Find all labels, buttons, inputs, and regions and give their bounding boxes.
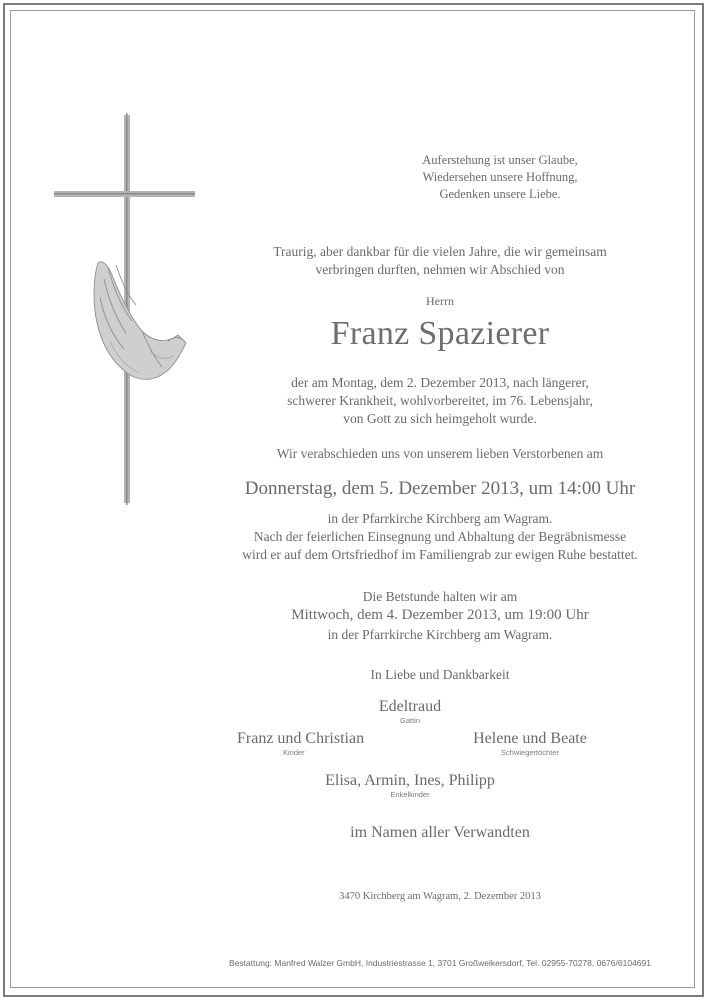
funeral-details-line: Nach der feierlichen Einsegnung und Abhaltung der Begräbnismesse	[253, 529, 627, 544]
relatives: im Namen aller Verwandten	[350, 824, 530, 841]
spouse-name: Edeltraud	[378, 698, 442, 715]
quote-line: Wiedersehen unsere Hoffnung,	[422, 170, 578, 184]
intro-line: verbringen durften, nehmen wir Abschied von	[315, 262, 565, 277]
daughters-in-law-names: Helene und Beate	[473, 730, 587, 747]
prayer-service	[60, 587, 707, 644]
prayer-date: Mittwoch, dem 4. Dezember 2013, um 19:00 Uhr	[291, 607, 589, 623]
daughters-in-law-block	[440, 730, 620, 757]
spouse-role: Gattin	[399, 716, 420, 725]
prayer-line: Die Betstunde halten wir am	[362, 589, 518, 604]
death-info-line: schwerer Krankheit, wohlvorbereitet, im 76. Lebensjahr,	[287, 393, 593, 408]
funeral-details	[60, 510, 707, 564]
death-info	[60, 374, 707, 428]
farewell-intro: Wir verabschieden uns von unserem lieben Verstorbenen am	[276, 446, 604, 461]
funeral-date: Donnerstag, dem 5. Dezember 2013, um 14:00 Uhr	[244, 478, 636, 499]
spouse-block	[340, 698, 480, 725]
closing: In Liebe und Dankbarkeit	[370, 667, 510, 682]
death-info-line: der am Montag, dem 2. Dezember 2013, nach längerer,	[291, 375, 589, 390]
place-date: 3470 Kirchberg am Wagram, 2. Dezember 2013	[339, 891, 541, 902]
grandchildren-block	[300, 772, 520, 799]
prayer-line: in der Pfarrkirche Kirchberg am Wagram.	[327, 627, 553, 642]
death-info-line: von Gott zu sich heimgeholt wurde.	[343, 411, 537, 426]
intro-line: Traurig, aber dankbar für die vielen Jahre, die wir gemeinsam	[273, 244, 607, 259]
salutation: Herrn	[426, 294, 454, 308]
children-role: Kinder	[283, 748, 305, 757]
quote	[360, 152, 640, 203]
intro-text	[60, 243, 707, 279]
grandchildren-names: Elisa, Armin, Ines, Philipp	[325, 772, 495, 789]
deceased-name: Franz Spazierer	[330, 315, 550, 352]
quote-line: Auferstehung ist unser Glaube,	[422, 153, 578, 167]
grandchildren-role: Enkelkinder	[390, 790, 430, 799]
children-names: Franz und Christian	[237, 730, 365, 747]
funeral-details-line: in der Pfarrkirche Kirchberg am Wagram.	[327, 511, 553, 526]
daughters-in-law-role: Schwiegertöchter	[501, 748, 559, 757]
quote-line: Gedenken unsere Liebe.	[439, 187, 561, 201]
children-block	[226, 730, 386, 757]
undertaker-info: Bestattung: Manfred Walzer GmbH, Industriestrasse 1, 3701 Großweikersdorf, Tel. 02955-70278, 0676/6104691	[229, 958, 651, 968]
funeral-details-line: wird er auf dem Ortsfriedhof im Familiengrab zur ewigen Ruhe bestattet.	[242, 547, 638, 562]
